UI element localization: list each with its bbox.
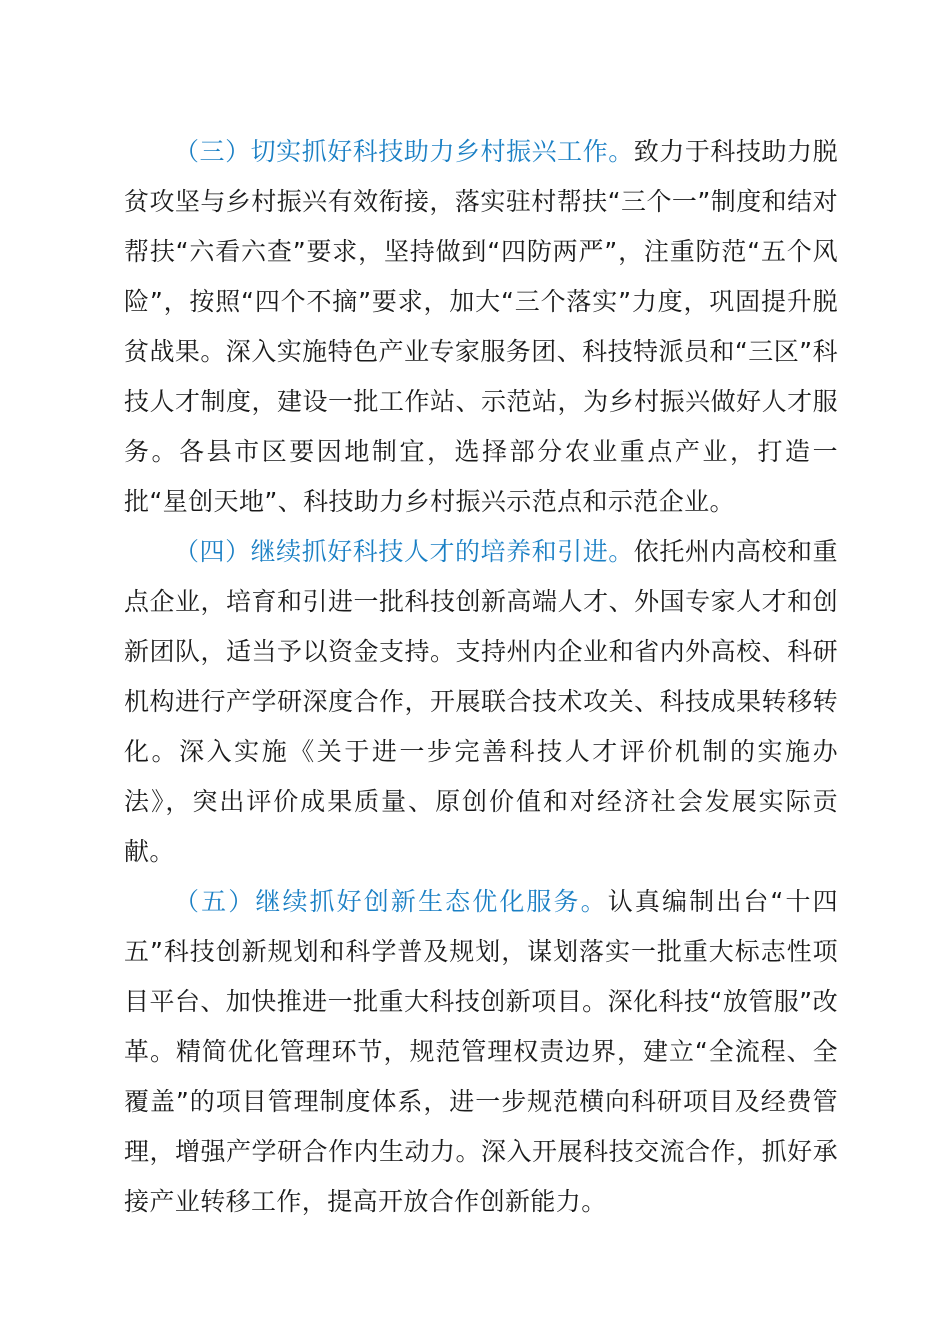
section-4-heading: （四）继续抓好科技人才的培养和引进。	[174, 537, 634, 566]
section-5-heading: （五）继续抓好创新生态优化服务。	[174, 887, 608, 916]
document-body	[124, 127, 838, 1227]
section-3-body: 致力于科技助力脱贫攻坚与乡村振兴有效衔接，落实驻村帮扶“三个一”制度和结对帮扶“六看六查”要求，坚持做到“四防两严”，注重防范“五个风险”，按照“四个不摘”要求，加大“三个落实”力度，巩固提升脱贫战果。深入实施特色产业专家服务团、科技特派员和“三区”科技人才制度，建设一批工作站、示范站，为乡村振兴做好人才服务。各县市区要因地制宜，选择部分农业重点产业，打造一批“星创天地”、科技助力乡村振兴示范点和示范企业。	[124, 137, 839, 516]
section-3-heading: （三）切实抓好科技助力乡村振兴工作。	[174, 137, 634, 166]
section-5-body: 认真编制出台“十四五”科技创新规划和科学普及规划，谋划落实一批重大标志性项目平台、加快推进一批重大科技创新项目。深化科技“放管服”改革。精简优化管理环节，规范管理权责边界，建立“全流程、全覆盖”的项目管理制度体系，进一步规范横向科研项目及经费管理，增强产学研合作内生动力。深入开展科技交流合作，抓好承接产业转移工作，提高开放合作创新能力。	[124, 887, 838, 1216]
paragraph-section-5	[124, 877, 838, 1227]
section-4-body: 依托州内高校和重点企业，培育和引进一批科技创新高端人才、外国专家人才和创新团队，适当予以资金支持。支持州内企业和省内外高校、科研机构进行产学研深度合作，开展联合技术攻关、科技成果转移转化。深入实施《关于进一步完善科技人才评价机制的实施办法》，突出评价成果质量、原创价值和对经济社会发展实际贡献。	[124, 537, 839, 866]
paragraph-section-4	[124, 527, 838, 877]
paragraph-section-3	[124, 127, 838, 527]
